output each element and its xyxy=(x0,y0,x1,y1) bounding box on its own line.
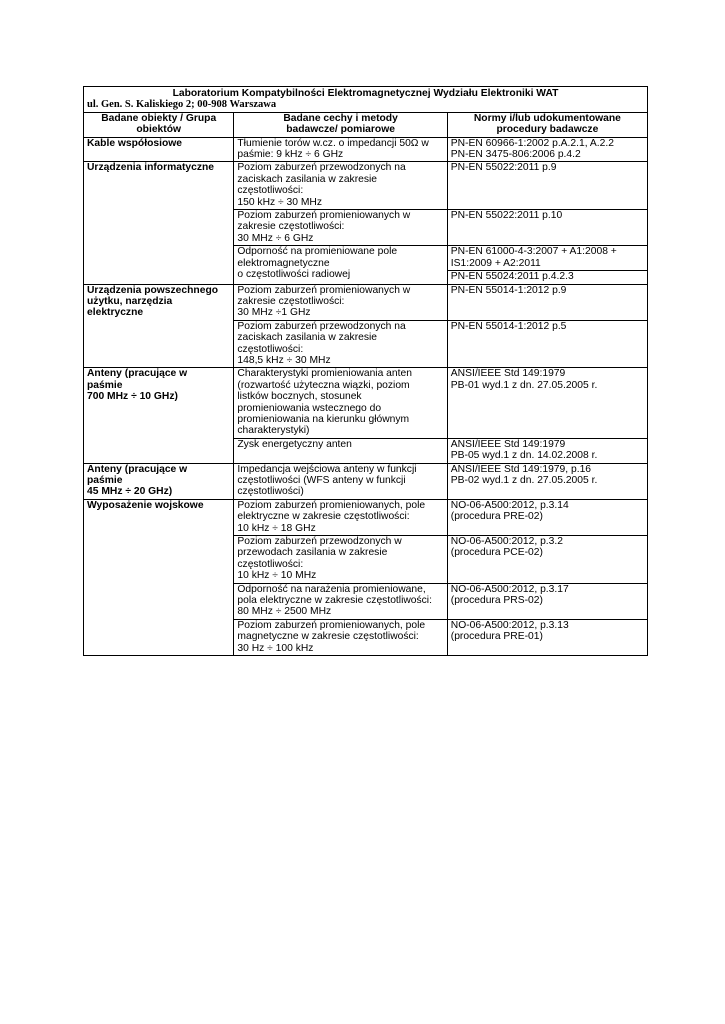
norm-cell xyxy=(447,137,647,162)
method-line: zakresie częstotliwości: xyxy=(237,295,345,307)
header-norms xyxy=(447,112,647,137)
norm-cell xyxy=(447,619,647,655)
method-line: 30 Hz ÷ 100 kHz xyxy=(237,642,314,654)
header-line: Badane cechy i metody xyxy=(283,112,398,124)
norm-cell xyxy=(447,583,647,619)
norm-cell xyxy=(447,438,647,463)
method-line: 30 MHz ÷ 6 GHz xyxy=(237,232,314,244)
norm-line: (procedura PRE-01) xyxy=(450,631,543,643)
method-cell xyxy=(234,536,447,584)
method-cell xyxy=(234,284,447,320)
header-line: Badane obiekty / Grupa xyxy=(101,112,217,124)
header-methods xyxy=(234,112,447,137)
method-line: przewodach zasilania w zakresie xyxy=(237,547,388,559)
method-line: Poziom zaburzeń promieniowanych, pole xyxy=(237,499,426,511)
method-line: Poziom zaburzeń przewodzonych na xyxy=(237,162,406,174)
method-line: listków bocznych, stosunek xyxy=(237,391,362,403)
object-line: Wyposażenie wojskowe xyxy=(87,499,204,511)
method-line: 148,5 kHz ÷ 30 MHz xyxy=(237,354,331,366)
method-line: 150 kHz ÷ 30 MHz xyxy=(237,196,323,208)
method-line: charakterystyki) xyxy=(237,425,310,437)
method-cell xyxy=(234,210,447,246)
method-line: częstotliwości: xyxy=(237,185,304,197)
method-line: pola elektryczne w zakresie częstotliwości: xyxy=(237,595,432,607)
norm-cell xyxy=(447,368,647,438)
method-line: częstotliwości (WFS anteny w funkcji xyxy=(237,475,406,486)
object-cell xyxy=(84,499,234,655)
method-line: paśmie: 9 kHz ÷ 6 GHz xyxy=(237,149,344,161)
object-line: Kable współosiowe xyxy=(87,137,182,149)
norm-line: NO-06-A500:2012, p.3.13 xyxy=(450,619,569,631)
method-line: elektromagnetyczne xyxy=(237,257,330,269)
method-line: Impedancja wejściowa anteny w funkcji xyxy=(237,463,417,475)
norm-line: ANSI/IEEE Std 149:1979 xyxy=(450,368,566,380)
object-cell xyxy=(84,463,234,499)
norm-line: ANSI/IEEE Std 149:1979, p.16 xyxy=(450,463,592,475)
norm-cell xyxy=(447,210,647,246)
norm-line: PN-EN 55022:2011 p.9 xyxy=(450,162,557,174)
lab-title: Laboratorium Kompatybilności Elektromagnetycznej Wydziału Elektroniki WAT xyxy=(172,88,559,99)
method-line: Poziom zaburzeń promieniowanych w xyxy=(237,210,411,222)
table-row xyxy=(84,499,648,535)
table-row xyxy=(84,463,648,499)
method-line: Poziom zaburzeń promieniowanych, pole xyxy=(237,619,426,631)
method-line: Charakterystyki promieniowania anten xyxy=(237,368,412,380)
method-cell xyxy=(234,162,447,210)
method-cell xyxy=(234,320,447,368)
object-cell xyxy=(84,284,234,368)
object-line: Anteny (pracujące w xyxy=(87,463,188,475)
method-line: częstotliwości: xyxy=(237,558,304,570)
norm-line: PN-EN 55014-1:2012 p.5 xyxy=(450,320,567,332)
norm-cell xyxy=(447,162,647,210)
method-line: 10 kHz ÷ 18 GHz xyxy=(237,522,316,534)
object-line: 700 MHz ÷ 10 GHz) xyxy=(87,391,178,403)
norm-line: NO-06-A500:2012, p.3.14 xyxy=(450,499,569,511)
norm-line: PN-EN 61000-4-3:2007 + A1:2008 + xyxy=(450,246,617,258)
object-cell xyxy=(84,368,234,463)
norm-cell xyxy=(447,463,647,499)
norm-cell xyxy=(447,499,647,535)
method-line: o częstotliwości radiowej xyxy=(237,269,351,281)
table-row xyxy=(84,162,648,210)
method-cell xyxy=(234,619,447,655)
method-line: zaciskach zasilania w zakresie xyxy=(237,332,378,344)
header-line: Normy i/lub udokumentowane xyxy=(473,112,621,124)
norm-cell xyxy=(447,246,647,271)
norm-line: NO-06-A500:2012, p.3.2 xyxy=(450,536,563,548)
norm-line: PN-EN 55024:2011 p.4.2.3 xyxy=(450,271,574,283)
norm-line: PB-01 wyd.1 z dn. 27.05.2005 r. xyxy=(450,379,598,391)
method-line: elektryczne w zakresie częstotliwości: xyxy=(237,511,410,523)
method-line: promieniowania wstecznego do xyxy=(237,402,382,414)
norm-line: PN-EN 60966-1:2002 p.A.2.1, A.2.2 xyxy=(450,137,614,149)
method-cell xyxy=(234,499,447,535)
header-line: procedury badawcze xyxy=(496,124,599,136)
norm-line: (procedura PCE-02) xyxy=(450,547,543,559)
method-cell xyxy=(234,583,447,619)
method-line: częstotliwości: xyxy=(237,343,304,355)
norm-line: PN-EN 3475-806:2006 p.4.2 xyxy=(450,149,581,161)
method-line: Odporność na narażenia promieniowane, xyxy=(237,583,426,595)
method-line: magnetyczne w zakresie częstotliwości: xyxy=(237,631,419,643)
method-line: zaciskach zasilania w zakresie xyxy=(237,173,378,185)
method-line: częstotliwości) xyxy=(237,486,304,498)
method-line: 80 MHz ÷ 2500 MHz xyxy=(237,606,332,618)
norm-cell xyxy=(447,284,647,320)
object-line: paśmie xyxy=(87,379,123,391)
method-line: Poziom zaburzeń przewodzonych w xyxy=(237,536,402,548)
norm-cell xyxy=(447,536,647,584)
object-line: Anteny (pracujące w xyxy=(87,368,188,380)
method-cell xyxy=(234,438,447,463)
norm-line: NO-06-A500:2012, p.3.17 xyxy=(450,583,569,595)
norm-line: (procedura PRS-02) xyxy=(450,595,543,607)
method-line: promieniowania na kierunku głównym xyxy=(237,413,410,425)
object-cell xyxy=(84,137,234,162)
header-objects xyxy=(84,112,234,137)
method-line: Tłumienie torów w.cz. o impedancji 50Ω w xyxy=(237,137,429,149)
title-row xyxy=(84,87,648,113)
norm-line: PB-05 wyd.1 z dn. 14.02.2008 r. xyxy=(450,450,598,462)
method-line: 30 MHz ÷1 GHz xyxy=(237,307,311,319)
title-cell xyxy=(84,87,648,113)
accreditation-scope-table xyxy=(83,86,648,656)
norm-line: PN-EN 55014-1:2012 p.9 xyxy=(450,284,567,296)
method-line: Odporność na promieniowane pole xyxy=(237,246,398,258)
method-cell xyxy=(234,137,447,162)
norm-line: ANSI/IEEE Std 149:1979 xyxy=(450,438,566,450)
method-line: Poziom zaburzeń przewodzonych na xyxy=(237,320,406,332)
method-cell xyxy=(234,463,447,499)
norm-cell xyxy=(447,320,647,368)
method-line: Poziom zaburzeń promieniowanych w xyxy=(237,284,411,296)
lab-address: ul. Gen. S. Kaliskiego 2; 00-908 Warszawa xyxy=(87,99,277,111)
header-row xyxy=(84,112,648,137)
object-line: paśmie xyxy=(87,475,123,486)
object-line: elektryczne xyxy=(87,307,144,319)
method-line: 10 kHz ÷ 10 MHz xyxy=(237,570,317,582)
method-line: zakresie częstotliwości: xyxy=(237,221,345,233)
object-line: Urządzenia informatyczne xyxy=(87,162,215,174)
norm-line: (procedura PRE-02) xyxy=(450,511,543,523)
object-line: Urządzenia powszechnego xyxy=(87,284,219,296)
method-cell xyxy=(234,368,447,438)
object-line: 45 MHz ÷ 20 GHz) xyxy=(87,486,173,498)
method-line: Zysk energetyczny anten xyxy=(237,438,352,450)
method-line: (rozwartość użyteczna wiązki, poziom xyxy=(237,379,410,391)
object-line: użytku, narzędzia xyxy=(87,295,173,307)
header-line: obiektów xyxy=(136,124,181,136)
norm-line: PN-EN 55022:2011 p.10 xyxy=(450,210,563,222)
table-row xyxy=(84,368,648,438)
norm-line: IS1:2009 + A2:2011 xyxy=(450,257,541,269)
table-row xyxy=(84,137,648,162)
header-line: badawcze/ pomiarowe xyxy=(286,124,395,136)
norm-line: PB-02 wyd.1 z dn. 27.05.2005 r. xyxy=(450,475,598,486)
object-cell xyxy=(84,162,234,284)
norm-cell xyxy=(447,271,647,284)
table-row xyxy=(84,284,648,320)
method-cell xyxy=(234,246,447,284)
